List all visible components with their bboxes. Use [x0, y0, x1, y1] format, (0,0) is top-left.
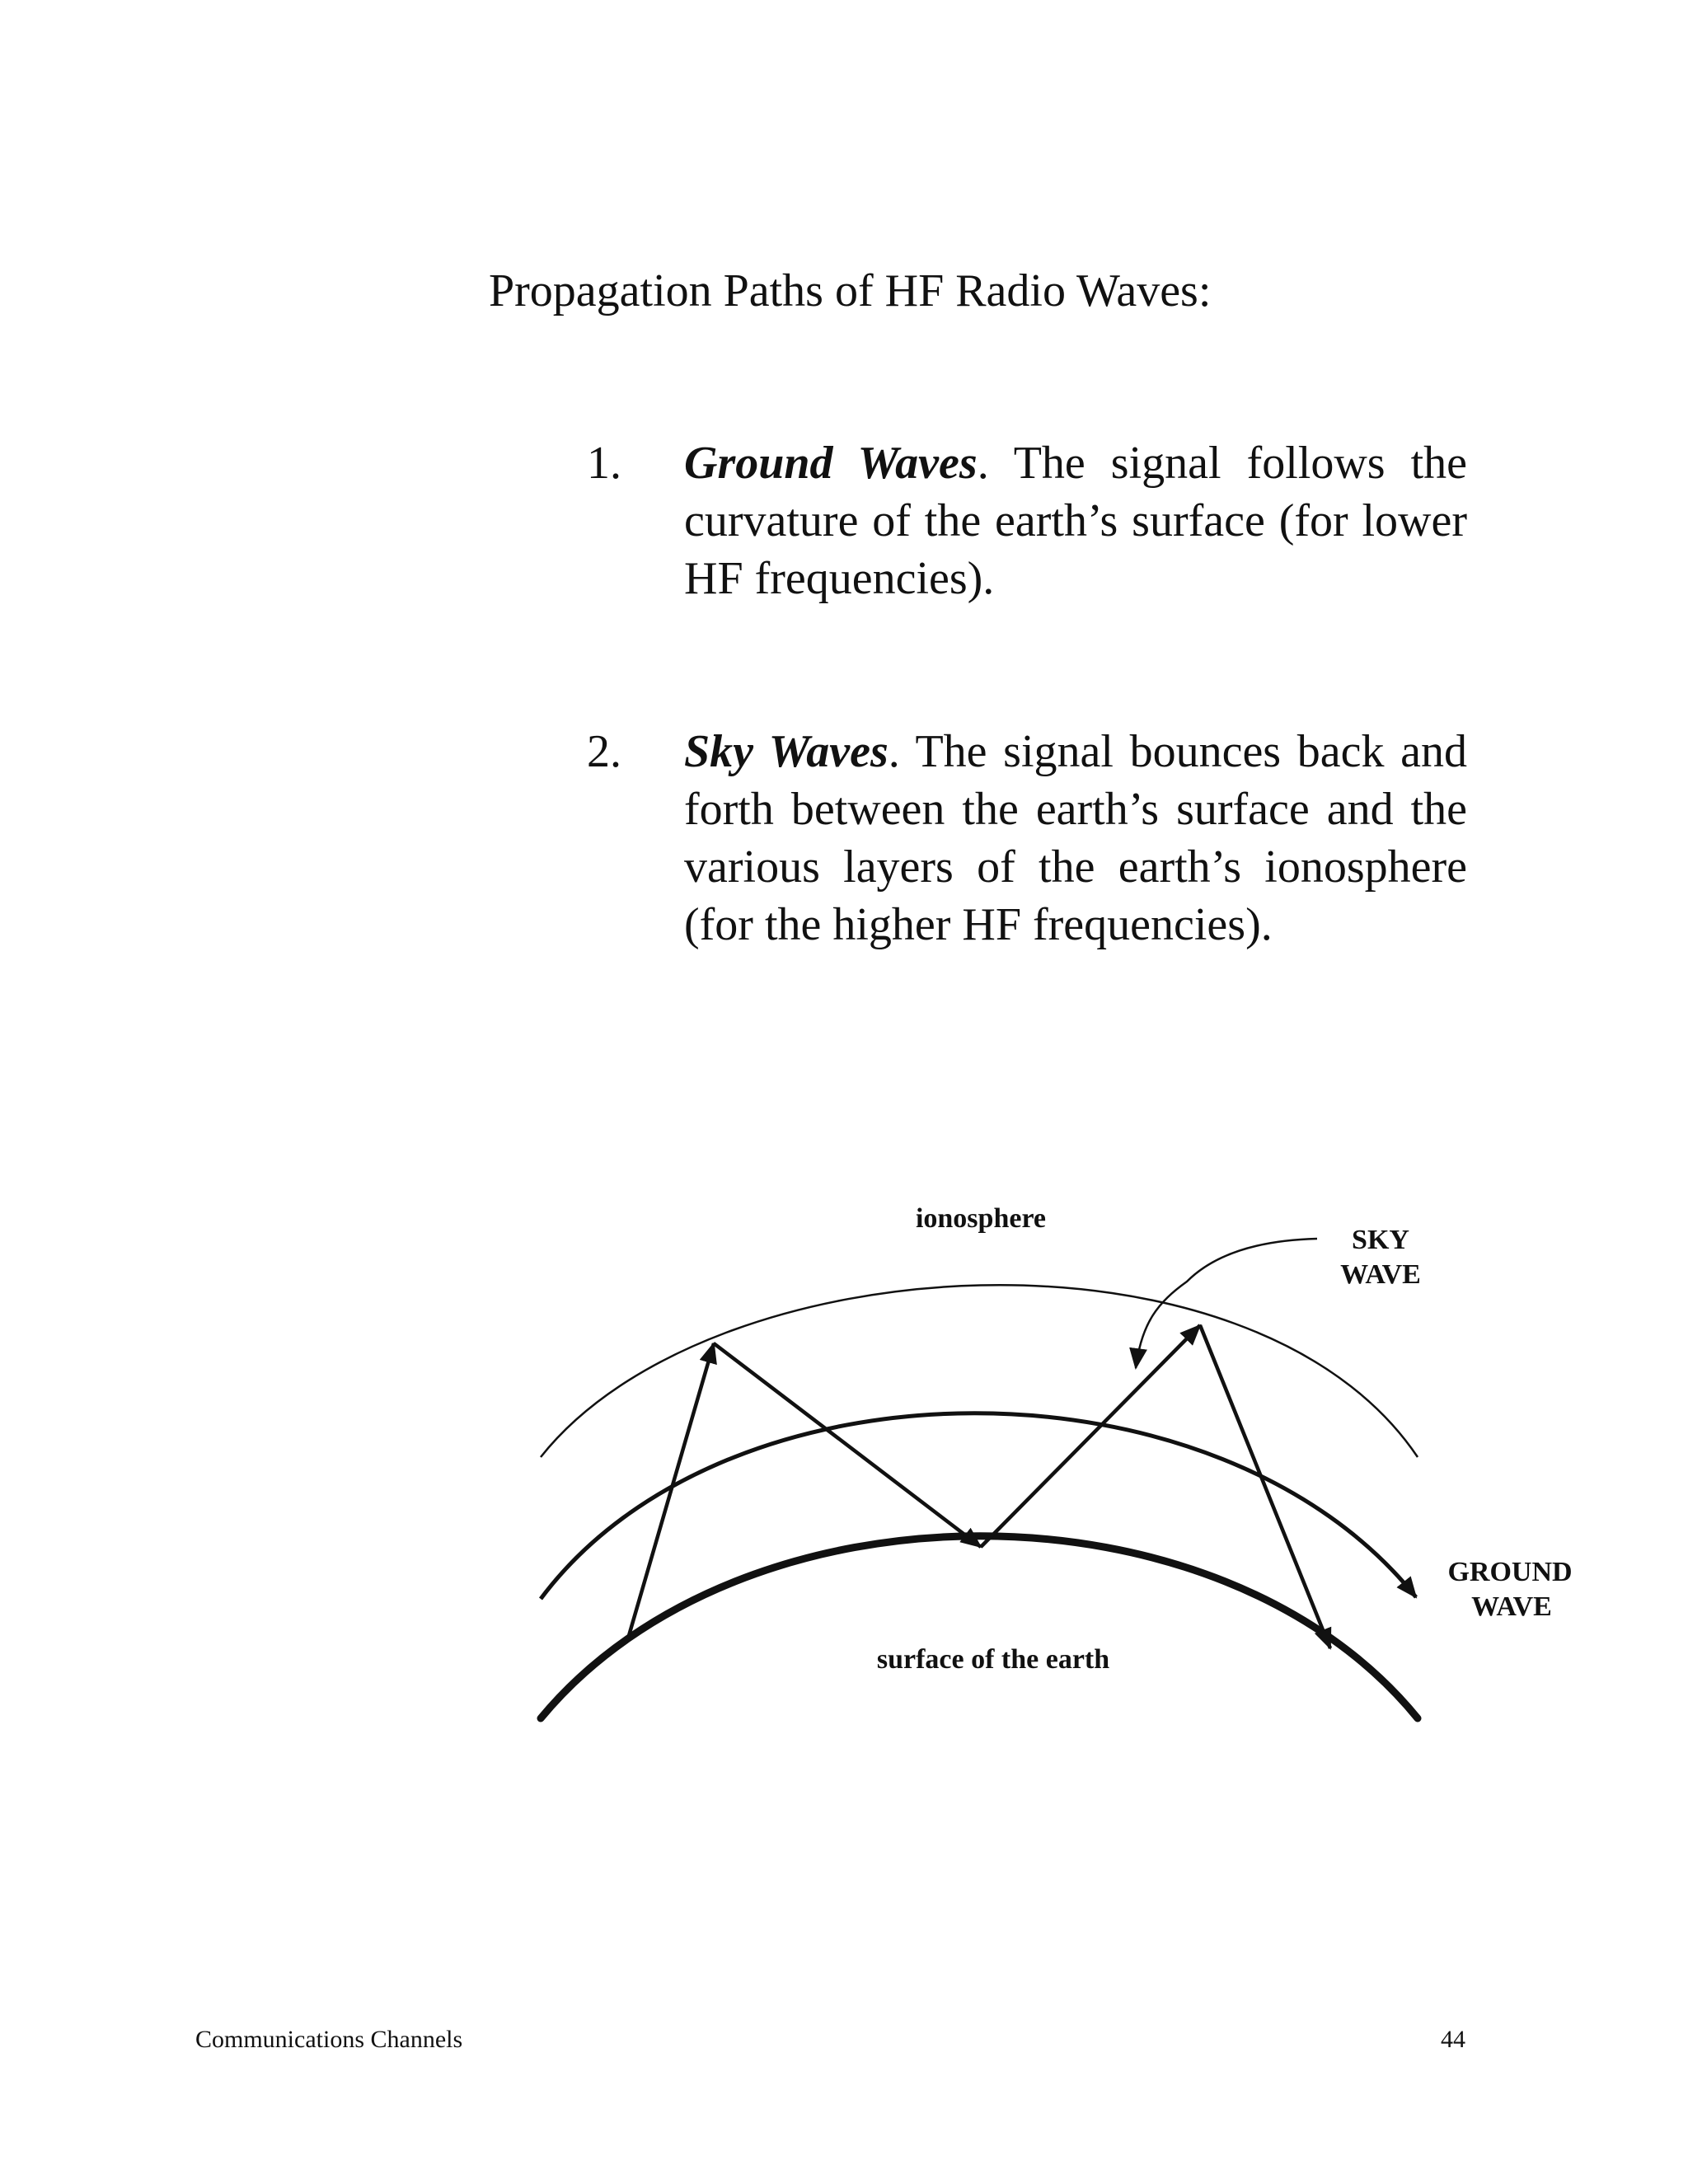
sky-wave-label: SKY — [1352, 1225, 1409, 1255]
ionosphere-label: ionosphere — [915, 1203, 1047, 1234]
sky-wave-label: WAVE — [1340, 1259, 1421, 1290]
ionosphere-curve — [541, 1285, 1418, 1457]
list-item-number: 2. — [587, 726, 621, 777]
ground-wave-curve — [541, 1413, 1416, 1599]
list-item-description: . The signal follows the curvature of the earth’s surface (for lower HF frequencies). — [684, 438, 1468, 604]
list-item-term: Ground Waves — [684, 438, 978, 489]
sky-wave-segment — [981, 1325, 1200, 1547]
ground-wave-label: WAVE — [1471, 1591, 1552, 1622]
page-title: Propagation Paths of HF Radio Waves: — [489, 265, 1212, 316]
surface-label: surface of the earth — [876, 1644, 1110, 1675]
sky-wave-segment — [714, 1343, 981, 1547]
footer-section-name: Communications Channels — [195, 2026, 463, 2053]
ground-wave-label: GROUND — [1447, 1557, 1573, 1587]
list-item-term: Sky Waves — [684, 726, 889, 777]
earth-surface-curve — [541, 1536, 1418, 1718]
page-number: 44 — [1441, 2026, 1465, 2053]
list-item-number: 1. — [587, 438, 621, 489]
list-item-description: . The signal bounces back and forth between the earth’s surface and the various layers of the earth’s ionosphere (for the higher HF frequencies). — [684, 726, 1467, 950]
